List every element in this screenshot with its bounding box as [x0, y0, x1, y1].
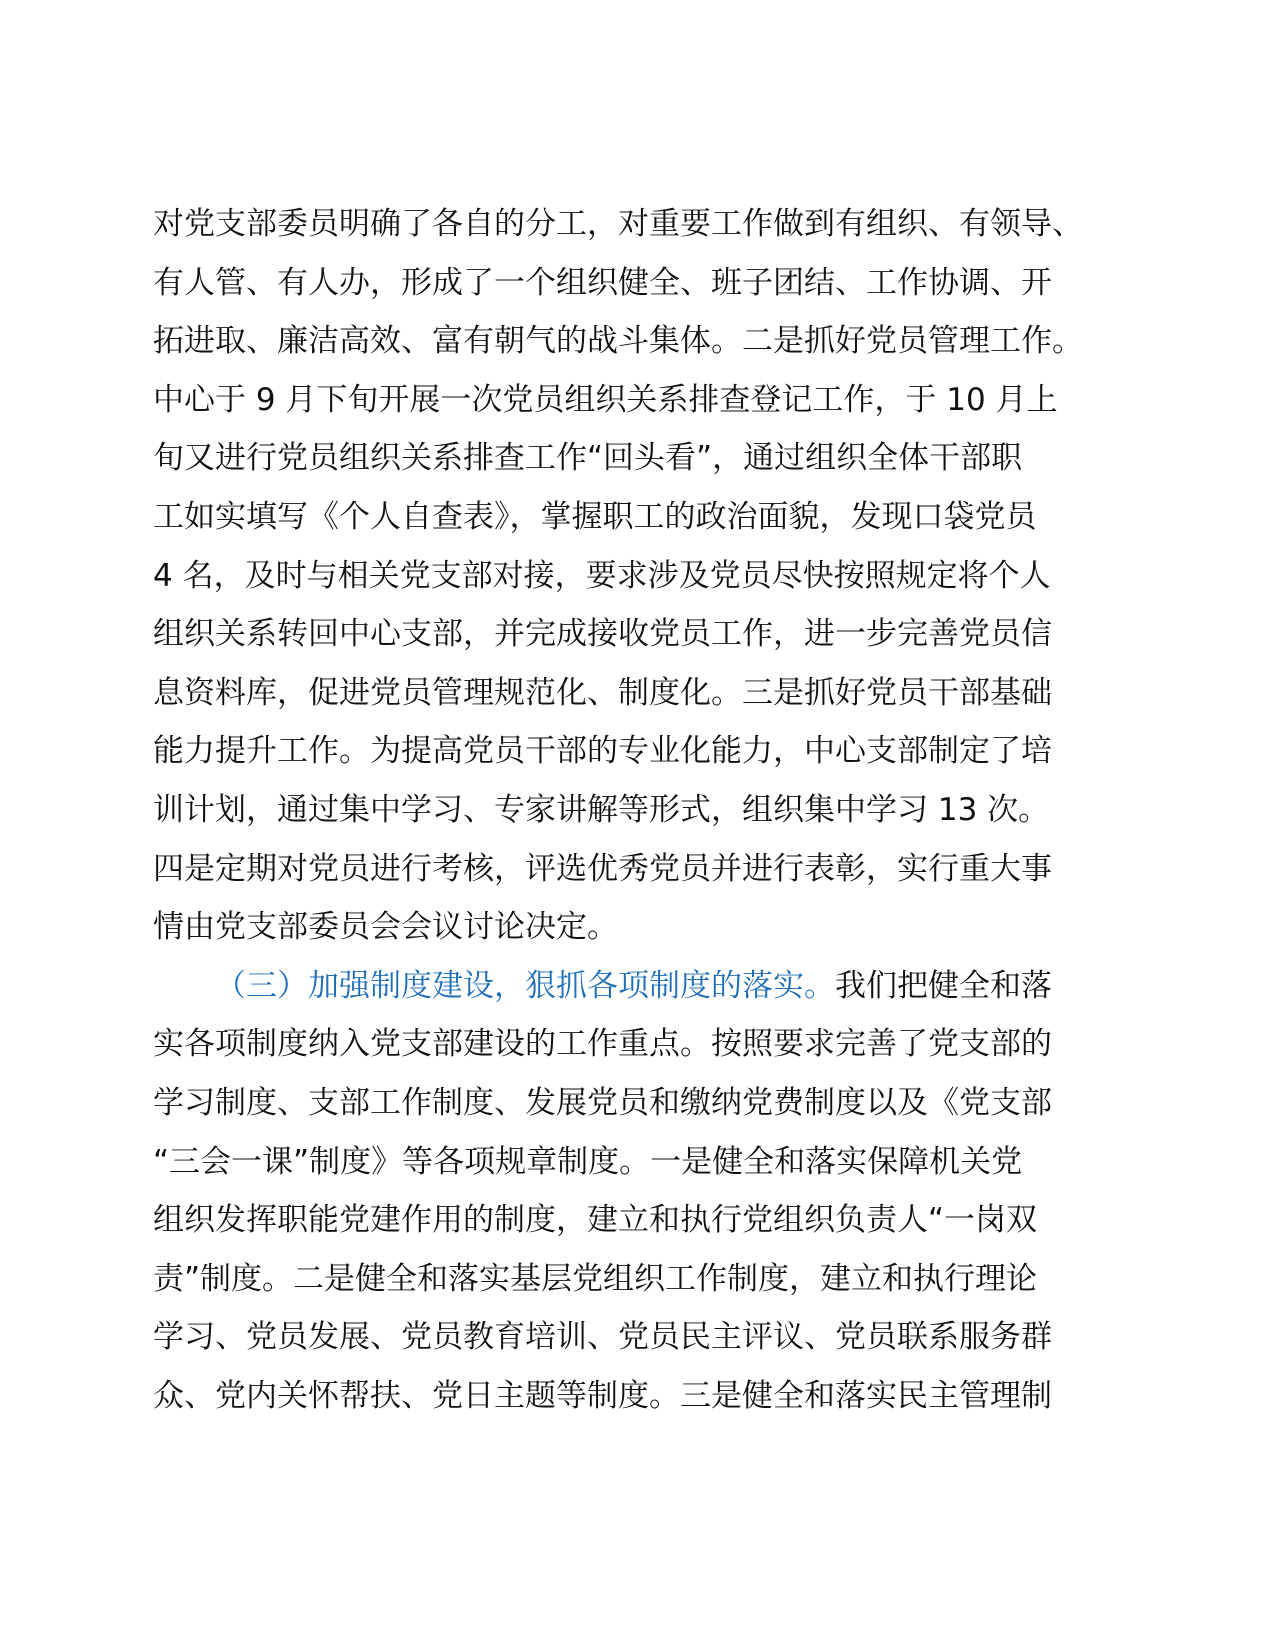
- paragraph-line: 责”制度。二是健全和落实基层党组织工作制度，建立和执行理论: [153, 1260, 1038, 1297]
- paragraph-line: 工如实填写《个人自查表》，掌握职工的政治面貌，发现口袋党员: [153, 498, 1037, 535]
- paragraph-line: 组织发挥职能党建作用的制度，建立和执行党组织负责人“一岗双: [153, 1202, 1038, 1239]
- paragraph-line: 学习制度、支部工作制度、发展党员和缴纳党费制度以及《党支部: [153, 1084, 1052, 1121]
- paragraph-line: 实各项制度纳入党支部建设的工作重点。按照要求完善了党支部的: [153, 1026, 1052, 1063]
- paragraph-line: 有人管、有人办，形成了一个组织健全、班子团结、工作协调、开: [153, 264, 1052, 301]
- paragraph-line: 组织关系转回中心支部，并完成接收党员工作，进一步完善党员信: [153, 616, 1052, 653]
- paragraph-line: 拓进取、廉洁高效、富有朝气的战斗集体。二是抓好党员管理工作。: [153, 323, 1083, 360]
- paragraph-line: 能力提升工作。为提高党员干部的专业化能力，中心支部制定了培: [153, 733, 1052, 770]
- paragraph-line: 训计划，通过集中学习、专家讲解等形式，组织集中学习 13 次。: [153, 791, 1050, 828]
- paragraph-line: 众、党内关怀帮扶、党日主题等制度。三是健全和落实民主管理制: [153, 1377, 1052, 1414]
- section-3-first-line-text: 我们把健全和落: [835, 967, 1052, 1004]
- paragraph-line: “三会一课”制度》等各项规章制度。一是健全和落实保障机关党: [153, 1143, 1023, 1180]
- section-3-first-line: [153, 957, 1143, 1016]
- section-3-heading: （三）加强制度建设，狠抓各项制度的落实。: [215, 967, 835, 1004]
- paragraph-line: 情由党支部委员会会议讨论决定。: [153, 909, 618, 946]
- paragraph-line: 息资料库，促进党员管理规范化、制度化。三是抓好党员干部基础: [153, 674, 1052, 711]
- paragraph-line: 对党支部委员明确了各自的分工，对重要工作做到有组织、有领导、: [153, 206, 1083, 242]
- paragraph-line: 旬又进行党员组织关系排查工作“回头看”，通过组织全体干部职: [153, 440, 1023, 477]
- paragraph-line: 中心于 9 月下旬开展一次党员组织关系排查登记工作，于 10 月上: [153, 381, 1058, 418]
- paragraph-line: 学习、党员发展、党员教育培训、党员民主评议、党员联系服务群: [153, 1319, 1052, 1356]
- paragraph-line: 四是定期对党员进行考核，评选优秀党员并进行表彰，实行重大事: [153, 850, 1052, 887]
- body-text: [153, 195, 1143, 1425]
- paragraph-line: 4 名，及时与相关党支部对接，要求涉及党员尽快按照规定将个人: [153, 557, 1051, 594]
